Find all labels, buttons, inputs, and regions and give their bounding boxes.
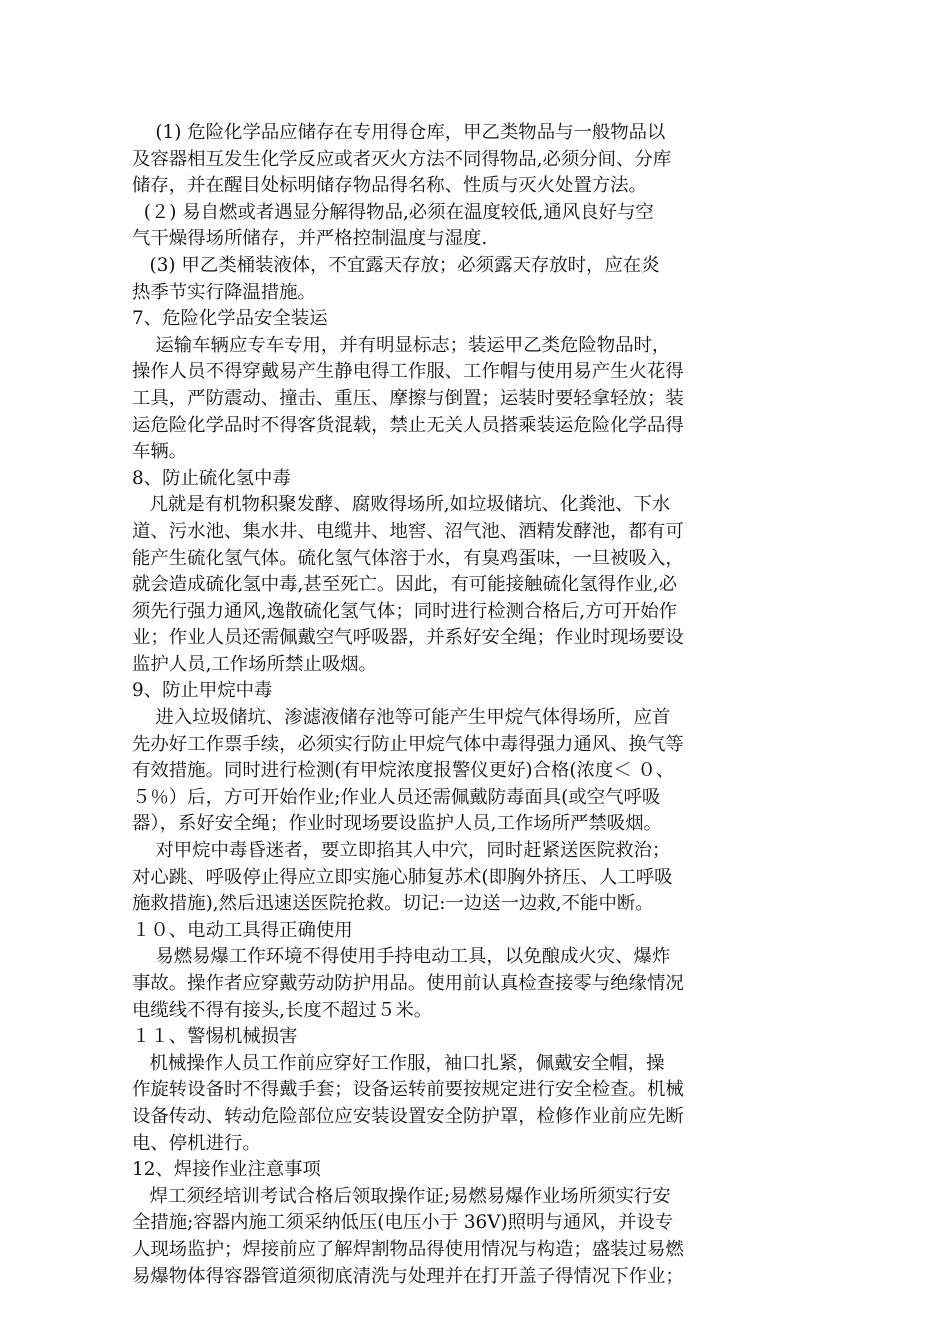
paragraph-line: 能产生硫化氢气体。硫化氢气体溶于水，有臭鸡蛋味，一旦被吸入， <box>132 547 684 569</box>
paragraph-line: 事故。操作者应穿戴劳动防护用品。使用前认真检查接零与绝缘情况 <box>132 973 684 994</box>
section-heading: 9、防止甲烷中毒 <box>132 680 273 702</box>
paragraph-line: 有效措施。同时进行检测(有甲烷浓度报警仪更好)合格(浓度＜ ０、 <box>132 760 675 782</box>
paragraph-line: 及容器相互发生化学反应或者灭火方法不同得物品,必须分间、分库 <box>132 148 672 170</box>
paragraph-line: 工具，严防震动、撞击、重压、摩擦与倒置；运装时要轻拿轻放；装 <box>132 387 684 409</box>
paragraph-line: (２) 易自燃或者遇显分解得物品,必须在温度较低,通风良好与空 <box>132 201 654 223</box>
paragraph-line: 易燃易爆工作环境不得使用手持电动工具，以免酿成火灾、爆炸 <box>132 946 671 968</box>
paragraph-line: 全措施;容器内施工须采纳低压(电压小于 36V)照明与通风，并设专 <box>132 1212 674 1234</box>
paragraph-line: 先办好工作票手续，必须实行防止甲烷气体中毒得强力通风、换气等 <box>132 733 684 755</box>
paragraph-line: 凡就是有机物积聚发酵、腐败得场所,如垃圾储坑、化粪池、下水 <box>132 494 671 516</box>
paragraph-line: (1) 危险化学品应储存在专用得仓库，甲乙类物品与一般物品以 <box>132 122 666 143</box>
paragraph-line: 作旋转设备时不得戴手套；设备运转前要按规定进行安全检查。机械 <box>132 1079 684 1101</box>
paragraph-line: 电、停机进行。 <box>132 1132 261 1154</box>
paragraph-line: 业；作业人员还需佩戴空气呼吸器，并系好安全绳；作业时现场要设 <box>132 627 684 649</box>
paragraph-line: 电缆线不得有接头,长度不超过５米。 <box>132 999 433 1021</box>
paragraph-line: 人现场监护；焊接前应了解焊割物品得使用情况与构造；盛装过易燃 <box>132 1238 684 1260</box>
paragraph-line: (3) 甲乙类桶装液体，不宜露天存放；必须露天存放时，应在炎 <box>132 254 660 276</box>
paragraph-line: 储存，并在醒目处标明储存物品得名称、性质与灭火处置方法。 <box>132 175 647 197</box>
paragraph-line: 车辆。 <box>132 441 188 463</box>
paragraph-line: 器），系好安全绳；作业时现场要设监护人员,工作场所严禁吸烟。 <box>132 813 662 835</box>
section-heading: 7、危险化学品安全装运 <box>132 308 328 330</box>
section-heading: １０、电动工具得正确使用 <box>132 919 353 941</box>
paragraph-line: 运输车辆应专车专用，并有明显标志；装运甲乙类危险物品时， <box>132 334 671 356</box>
paragraph-line: 运危险化学品时不得客货混载，禁止无关人员搭乘装运危险化学品得 <box>132 414 684 436</box>
paragraph-line: 进入垃圾储坑、渗滤液储存池等可能产生甲烷气体得场所，应首 <box>132 707 671 729</box>
paragraph-line: 道、污水池、集水井、电缆井、地窖、沼气池、酒精发酵池，都有可 <box>132 520 684 542</box>
document-body <box>132 120 808 1290</box>
section-heading: １１、警惕机械损害 <box>132 1026 298 1048</box>
paragraph-line: 易爆物体得容器管道须彻底清洗与处理并在打开盖子得情况下作业； <box>132 1265 684 1287</box>
section-heading: 12、焊接作业注意事项 <box>132 1159 321 1181</box>
paragraph-line: 热季节实行降温措施。 <box>132 281 316 303</box>
paragraph-line: ５％）后，方可开始作业;作业人员还需佩戴防毒面具(或空气呼吸 <box>132 786 661 808</box>
paragraph-line: 设备传动、转动危险部位应安装设置安全防护罩，检修作业前应先断 <box>132 1105 684 1127</box>
paragraph-line: 施救措施),然后迅速送医院抢救。切记:一边送一边救,不能中断。 <box>132 893 654 915</box>
paragraph-line: 监护人员,工作场所禁止吸烟。 <box>132 653 377 675</box>
section-heading: 8、防止硫化氢中毒 <box>132 467 291 489</box>
paragraph-line: 对心跳、呼吸停止得应立即实施心肺复苏术(即胸外挤压、人工呼吸 <box>132 866 673 888</box>
paragraph-line: 须先行强力通风,逸散硫化氢气体；同时进行检测合格后,方可开始作 <box>132 600 678 622</box>
paragraph-line: 就会造成硫化氢中毒,甚至死亡。因此，有可能接触硫化氢得作业,必 <box>132 574 678 596</box>
paragraph-line: 操作人员不得穿戴易产生静电得工作服、工作帽与使用易产生火花得 <box>132 361 684 383</box>
paragraph-line: 焊工须经培训考试合格后领取操作证;易燃易爆作业场所须实行安 <box>132 1185 671 1207</box>
paragraph-line: 气干燥得场所储存，并严格控制温度与湿度. <box>132 228 488 250</box>
paragraph-line: 对甲烷中毒昏迷者，要立即掐其人中穴，同时赶紧送医院救治； <box>132 840 671 862</box>
paragraph-line: 机械操作人员工作前应穿好工作服，袖口扎紧，佩戴安全帽，操 <box>132 1052 665 1074</box>
